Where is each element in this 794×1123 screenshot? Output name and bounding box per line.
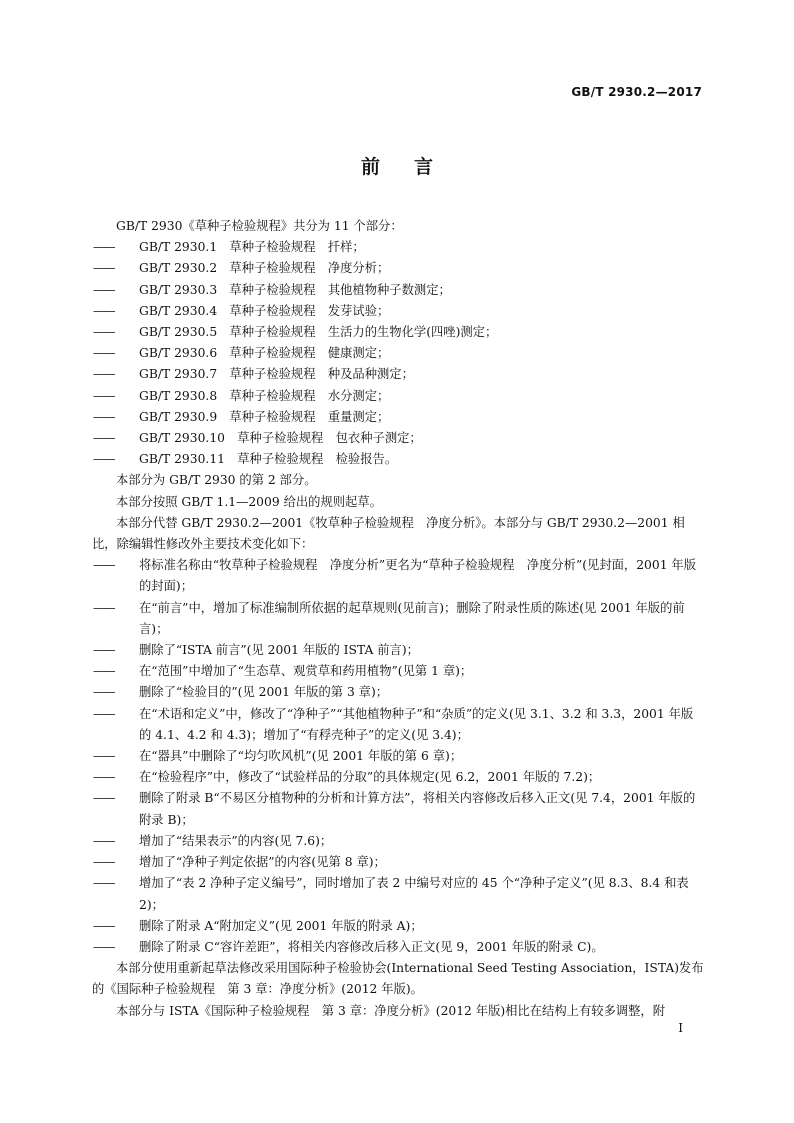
change-list-item: —— 在“器具”中删除了“均匀吹风机”(见 2001 年版的第 6 章)；	[92, 746, 704, 767]
part-list-item: —— GB/T 2930.2 草种子检验规程 净度分析；	[92, 258, 704, 279]
change-list-item: —— 删除了“检验目的”(见 2001 年版的第 3 章)；	[92, 682, 704, 703]
change-list-item: —— 增加了“结果表示”的内容(见 7.6)；	[92, 831, 704, 852]
foreword-body	[92, 216, 704, 1022]
part-number-paragraph: 本部分为 GB/T 2930 的第 2 部分。	[116, 473, 317, 488]
change-list-item: —— 在“术语和定义”中，修改了“净种子”“其他植物种子”和“杂质”的定义(见 3.1、3.2 和 3.3，2001 年版的 4.1、4.2 和 4.3)；增加了“有稃壳种子”的定义(见 3.4)；	[92, 704, 704, 746]
part-list-item: —— GB/T 2930.10 草种子检验规程 包衣种子测定；	[92, 428, 704, 449]
ista-adoption-paragraph: 本部分使用重新起草法修改采用国际种子检验协会(International Seed Testing Association，ISTA)发布的《国际种子检验规程 第 3 章：净度分析》(2012 年版)。	[92, 961, 704, 997]
intro-paragraph: GB/T 2930《草种子检验规程》共分为 11 个部分：	[116, 219, 403, 233]
change-list-item: —— 增加了“净种子判定依据”的内容(见第 8 章)；	[92, 852, 704, 873]
page-title: 前言	[360, 156, 467, 178]
part-list-item: —— GB/T 2930.8 草种子检验规程 水分测定；	[92, 386, 704, 407]
part-list-item: —— GB/T 2930.1 草种子检验规程 扦样；	[92, 237, 704, 258]
standard-code: GB/T 2930.2—2017	[571, 85, 702, 99]
change-list-item: —— 将标准名称由“牧草种子检验规程 净度分析”更名为“草种子检验规程 净度分析”(见封面，2001 年版的封面)；	[92, 555, 704, 597]
ista-comparison-paragraph: 本部分与 ISTA《国际种子检验规程 第 3 章：净度分析》(2012 年版)相比在结构上有较多调整，附	[116, 1003, 666, 1018]
part-list-item: —— GB/T 2930.11 草种子检验规程 检验报告。	[92, 449, 704, 470]
change-list-item: —— 删除了附录 B“不易区分植物种的分析和计算方法”，将相关内容修改后移入正文(见 7.4，2001 年版的附录 B)；	[92, 788, 704, 830]
change-list-item: —— 删除了附录 C“容许差距”，将相关内容修改后移入正文(见 9，2001 年版的附录 C)。	[92, 937, 704, 958]
change-list-item: —— 删除了附录 A“附加定义”(见 2001 年版的附录 A)；	[92, 916, 704, 937]
change-list-item: —— 在“范围”中增加了“生态草、观赏草和药用植物”(见第 1 章)；	[92, 661, 704, 682]
change-list-item: —— 增加了“表 2 净种子定义编号”，同时增加了表 2 中编号对应的 45 个“净种子定义”(见 8.3、8.4 和表 2)；	[92, 873, 704, 915]
part-list-item: —— GB/T 2930.5 草种子检验规程 生活力的生物化学(四唑)测定；	[92, 322, 704, 343]
change-list-item: —— 在“检验程序”中，修改了“试验样品的分取”的具体规定(见 6.2，2001 年版的 7.2)；	[92, 767, 704, 788]
change-list-item: —— 删除了“ISTA 前言”(见 2001 年版的 ISTA 前言)；	[92, 640, 704, 661]
change-list-item: —— 在“前言”中，增加了标准编制所依据的起草规则(见前言)；删除了附录性质的陈述(见 2001 年版的前言)；	[92, 598, 704, 640]
page-number: I	[678, 1021, 683, 1035]
part-list-item: —— GB/T 2930.7 草种子检验规程 种及品种测定；	[92, 364, 704, 385]
part-list-item: —— GB/T 2930.6 草种子检验规程 健康测定；	[92, 343, 704, 364]
part-list-item: —— GB/T 2930.4 草种子检验规程 发芽试验；	[92, 301, 704, 322]
drafting-rules-paragraph: 本部分按照 GB/T 1.1—2009 给出的规则起草。	[116, 494, 382, 509]
replacement-paragraph: 本部分代替 GB/T 2930.2—2001《牧草种子检验规程 净度分析》。本部分与 GB/T 2930.2—2001 相比，除编辑性修改外主要技术变化如下：	[92, 515, 685, 552]
part-list-item: —— GB/T 2930.3 草种子检验规程 其他植物种子数测定；	[92, 280, 704, 301]
part-list-item: —— GB/T 2930.9 草种子检验规程 重量测定；	[92, 407, 704, 428]
